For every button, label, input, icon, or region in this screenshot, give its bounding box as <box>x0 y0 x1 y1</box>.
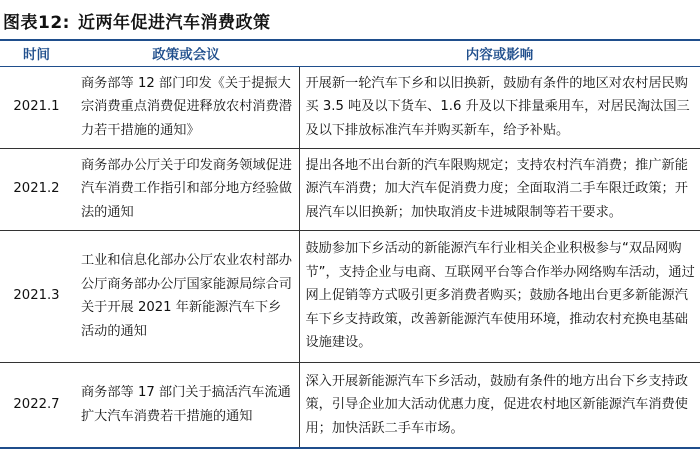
cell-time: 2022.7 <box>0 362 73 448</box>
figure-title <box>3 8 270 34</box>
table-header-row <box>0 41 700 66</box>
cell-policy: 商务部等 12 部门印发《关于提振大宗消费重点消费促进释放农村消费潜力若干措施的通知》 <box>73 66 299 148</box>
cell-policy: 商务部办公厅关于印发商务领域促进汽车消费工作指引和部分地方经验做法的通知 <box>73 148 299 230</box>
figure-label: 图表12: <box>3 13 70 33</box>
figure-title-text: 近两年促进汽车消费政策 <box>77 13 271 33</box>
table-row <box>0 148 700 230</box>
cell-content: 鼓励参加下乡活动的新能源汽车行业相关企业积极参与“双品网购节”，支持企业与电商、互联网平台等合作举办网络购车活动，通过网上促销等方式吸引更多消费者购买；鼓励各地出台更多新能源汽车下乡支持政策，改善新能源汽车使用环境，推动农村充换电基础设施建设。 <box>299 230 700 362</box>
cell-time: 2021.1 <box>0 66 73 148</box>
cell-time: 2021.3 <box>0 230 73 362</box>
column-header-policy: 政策或会议 <box>73 41 299 66</box>
cell-content: 提出各地不出台新的汽车限购规定；支持农村汽车消费；推广新能源汽车消费；加大汽车促消费力度；全面取消二手车限迁政策；开展汽车以旧换新；加快取消皮卡进城限制等若干要求。 <box>299 148 700 230</box>
policy-table <box>0 41 700 449</box>
cell-policy: 工业和信息化部办公厅农业农村部办公厅商务部办公厅国家能源局综合司关于开展 2021 年新能源汽车下乡活动的通知 <box>73 230 299 362</box>
cell-policy: 商务部等 17 部门关于搞活汽车流通扩大汽车消费若干措施的通知 <box>73 362 299 448</box>
cell-content: 深入开展新能源汽车下乡活动，鼓励有条件的地方出台下乡支持政策，引导企业加大活动优惠力度，促进农村地区新能源汽车消费使用；加快活跃二手车市场。 <box>299 362 700 448</box>
column-header-content: 内容或影响 <box>299 41 700 66</box>
table-row <box>0 66 700 148</box>
cell-content: 开展新一轮汽车下乡和以旧换新，鼓励有条件的地区对农村居民购买 3.5 吨及以下货车、1.6 升及以下排量乘用车，对居民淘汰国三及以下排放标准汽车并购买新车，给予补贴。 <box>299 66 700 148</box>
table-row <box>0 230 700 362</box>
column-header-time: 时间 <box>0 41 73 66</box>
cell-time: 2021.2 <box>0 148 73 230</box>
table-row <box>0 362 700 448</box>
